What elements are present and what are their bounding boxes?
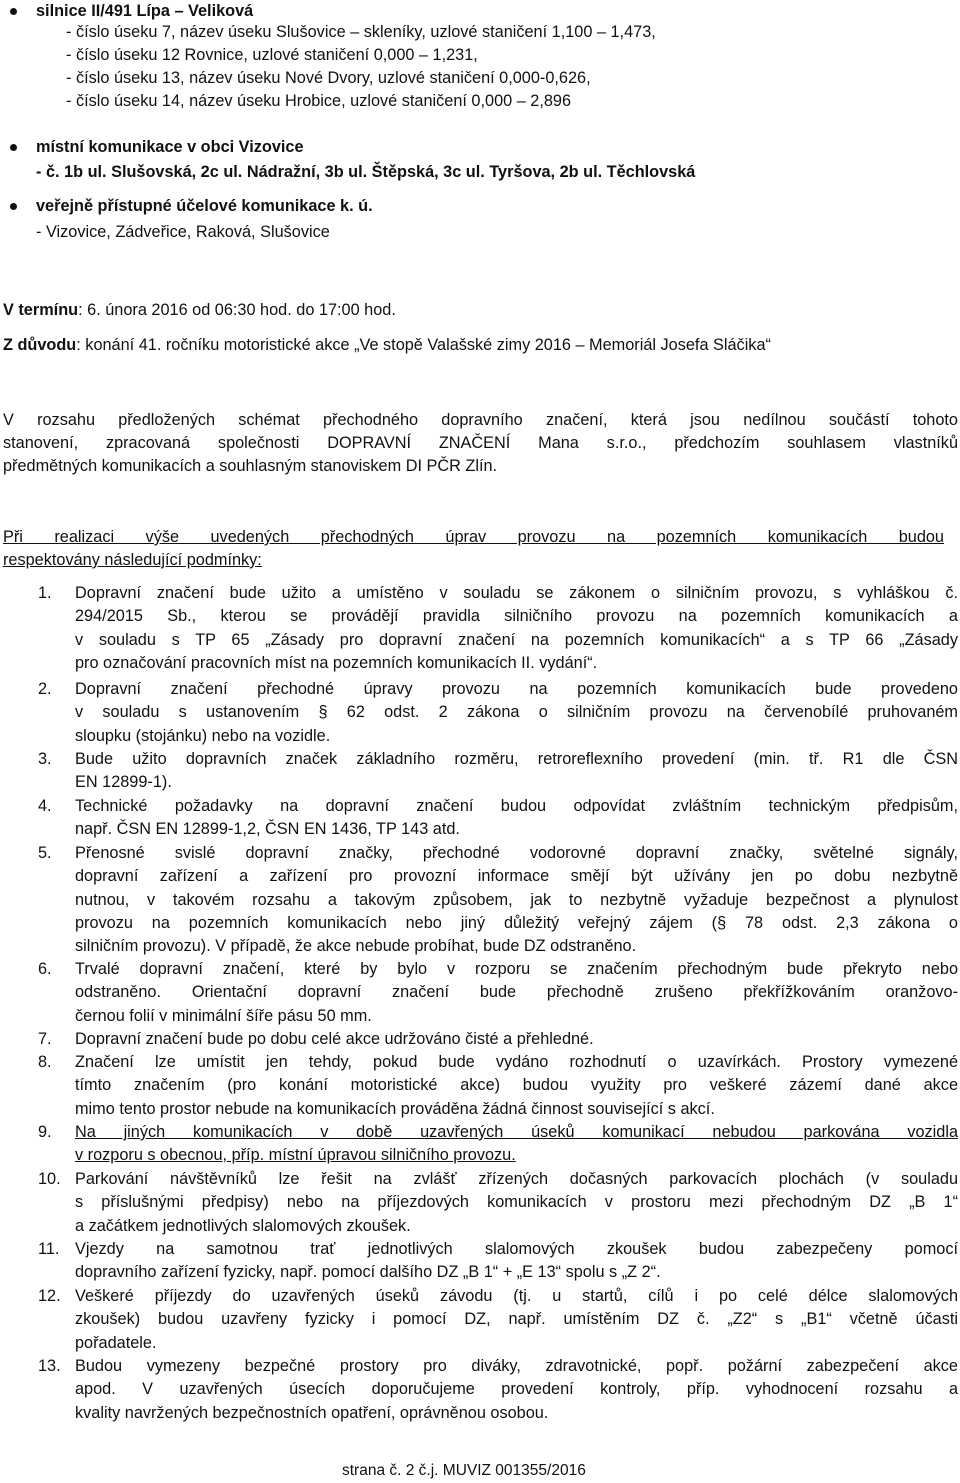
condition-line: Veškeré příjezdy do uzavřených úseků závodu (tj. u startů, cílů i po celé délce slalomových [75, 1287, 958, 1305]
reason-value: : konání 41. ročníku motoristické akce „Ve stopě Valašské zimy 2016 – Memoriál Josefa Sláčika“ [76, 336, 771, 354]
condition-line: Bude užito dopravních značek základního rozměru, retroreflexního provedení (min. tř. R1 dle ČSN [75, 750, 958, 768]
condition-line: v rozporu s obecnou, příp. místní úpravou silničního provozu. [75, 1146, 516, 1165]
bullet-icon [10, 203, 17, 210]
bullet-icon [10, 8, 17, 15]
condition-line: sloupku (stojánku) nebo na vozidle. [75, 726, 331, 745]
scope-line: předmětných komunikacích a souhlasným stanoviskem DI PČR Zlín. [3, 457, 498, 475]
condition-line: a začátkem jednotlivých slalomových zkoušek. [75, 1216, 411, 1235]
road1-line: - číslo úseku 13, název úseku Nové Dvory, uzlové staničení 0,000-0,626, [66, 69, 591, 87]
condition-number: 10. [38, 1170, 61, 1188]
condition-line: kvality navržených bezpečnostních opatření, oprávněnou osobou. [75, 1403, 549, 1422]
condition-number: 13. [38, 1357, 61, 1375]
condition-number: 12. [38, 1287, 61, 1305]
condition-line: Parkování návštěvníků lze řešit na zvlášť zřízených dočasných parkovacích plochách (v souladu [75, 1170, 958, 1188]
condition-number: 9. [38, 1123, 52, 1141]
road2-line: - č. 1b ul. Slušovská, 2c ul. Nádražní, 3b ul. Štěpská, 3c ul. Tyršova, 2b ul. Těchlovská [36, 163, 696, 181]
condition-line: pro označování pracovních míst na pozemních komunikacích II. vydání“. [75, 653, 598, 672]
reason-label: Z důvodu [3, 336, 77, 354]
road2-title: místní komunikace v obci Vizovice [36, 138, 304, 156]
conditions-heading: respektovány následující podmínky: [3, 551, 262, 569]
condition-line: nutnou, v takovém rozsahu a takovým způsobem, jak to nezbytně vyžaduje bezpečnost a plynulost [75, 890, 958, 909]
condition-line: Dopravní značení bude po dobu celé akce udržováno čisté a přehledné. [75, 1030, 594, 1048]
condition-line: odstraněno. Orientační dopravní značení bude přechodně zrušeno překřížkováním oranžovo- [75, 983, 958, 1002]
road3-title: veřejně přístupné účelové komunikace k. ú. [36, 197, 373, 215]
condition-line: Dopravní značení bude užito a umístěno v souladu se zákonem o silničním provozu, s vyhláškou č. [75, 584, 958, 602]
road1-line: - číslo úseku 7, název úseku Slušovice – skleníky, uzlové staničení 1,100 – 1,473, [66, 23, 656, 41]
condition-line: Trvalé dopravní značení, které by bylo v rozporu se značením přechodným bude překryto nebo [75, 960, 958, 978]
condition-line: Budou vymezeny bezpečné prostory pro diváky, zdravotnické, popř. požární zabezpečení akce [75, 1357, 958, 1375]
bullet-icon [10, 144, 17, 151]
condition-number: 8. [38, 1053, 52, 1071]
condition-number: 6. [38, 960, 52, 978]
term-value: : 6. února 2016 od 06:30 hod. do 17:00 hod. [78, 301, 396, 319]
condition-line: provozu na pozemních komunikacích nebo jiný důležitý veřejný zájem (§ 78 odst. 2,3 zákona o [75, 913, 958, 932]
reason-line [3, 334, 771, 358]
condition-line: v souladu s TP 65 „Zásady pro dopravní značení na pozemních komunikacích“ a s TP 66 „Zásady [75, 630, 958, 649]
term-line [3, 299, 396, 323]
condition-line: dopravní zařízení a zařízení pro provozní informace smějí být užívány jen po dobu nezbytně [75, 867, 958, 886]
condition-line: Technické požadavky na dopravní značení budou odpovídat zvláštním technickým předpisům, [75, 797, 958, 815]
scope-line: stanovení, zpracovaná společnosti DOPRAVNÍ ZNAČENÍ Mana s.r.o., předchozím souhlasem vlastníků [3, 434, 958, 452]
condition-line: např. ČSN EN 12899-1,2, ČSN EN 1436, TP 143 atd. [75, 820, 460, 839]
condition-number: 11. [38, 1240, 60, 1258]
condition-line: černou folií v minimální šíře pásu 50 mm. [75, 1006, 372, 1025]
condition-line: mimo tento prostor nebude na komunikacích prováděna žádná činnost související s akcí. [75, 1099, 715, 1118]
conditions-heading: Při realizaci výše uvedených přechodných úprav provozu na pozemních komunikacích budou [3, 528, 944, 546]
condition-number: 5. [38, 844, 52, 862]
road3-line: - Vizovice, Zádveřice, Raková, Slušovice [36, 223, 330, 241]
condition-number: 2. [38, 680, 52, 698]
condition-line: apod. V uzavřených úsecích doporučujeme provedení kontroly, příp. vyhodnocení rozsahu a [75, 1380, 958, 1399]
condition-line: 294/2015 Sb., kterou se provádějí pravidla silničního provozu na pozemních komunikacích a [75, 607, 958, 626]
condition-number: 4. [38, 797, 52, 815]
road1-title: silnice II/491 Lípa – Veliková [36, 2, 254, 20]
road1-line: - číslo úseku 14, název úseku Hrobice, uzlové staničení 0,000 – 2,896 [66, 92, 572, 110]
condition-line: Značení lze umístit jen tehdy, pokud bude vydáno rozhodnutí o uzavírkách. Prostory vymezené [75, 1053, 958, 1071]
condition-line: silničním provozu). V případě, že akce nebude probíhat, bude DZ odstraněno. [75, 937, 637, 956]
page-footer: strana č. 2 č.j. MUVIZ 001355/2016 [342, 1462, 586, 1479]
condition-line: zkoušek) budou uzavřeny fyzicky i pomocí DZ, např. umístěním DZ č. „Z2“ s „B1“ včetně účasti [75, 1310, 958, 1329]
condition-line: v souladu s ustanovením § 62 odst. 2 zákona o silničním provozu na červenobílé pruhovaném [75, 703, 958, 722]
condition-line: pořadatele. [75, 1333, 157, 1352]
road1-line: - číslo úseku 12 Rovnice, uzlové staničení 0,000 – 1,231, [66, 46, 478, 64]
condition-line: EN 12899-1). [75, 773, 172, 792]
term-label: V termínu [3, 301, 79, 319]
condition-line: Přenosné svislé dopravní značky, přechodné vodorovné dopravní značky, světelné signály, [75, 844, 958, 862]
condition-number: 1. [38, 584, 52, 602]
scope-line: V rozsahu předložených schémat přechodného dopravního značení, která jsou nedílnou součástí tohoto [3, 411, 958, 429]
condition-line: Dopravní značení přechodné úpravy provozu na pozemních komunikacích bude provedeno [75, 680, 958, 698]
condition-line: Na jiných komunikacích v době uzavřených úseků komunikací nebudou parkována vozidla [75, 1123, 958, 1141]
condition-line: Vjezdy na samotnou trať jednotlivých slalomových zkoušek budou zabezpečeny pomocí [75, 1240, 958, 1258]
condition-number: 3. [38, 750, 52, 768]
condition-line: s příslušnými předpisy) nebo na příjezdových komunikacích v prostoru mezi přechodným DZ „B 1“ [75, 1193, 958, 1212]
condition-line: tímto značením (pro konání motoristické akce) budou využity pro veškeré zázemí dané akce [75, 1076, 958, 1095]
condition-number: 7. [38, 1030, 52, 1048]
condition-line: dopravního zařízení fyzicky, např. pomocí dalšího DZ „B 1“ + „E 13“ spolu s „Z 2“. [75, 1263, 661, 1282]
